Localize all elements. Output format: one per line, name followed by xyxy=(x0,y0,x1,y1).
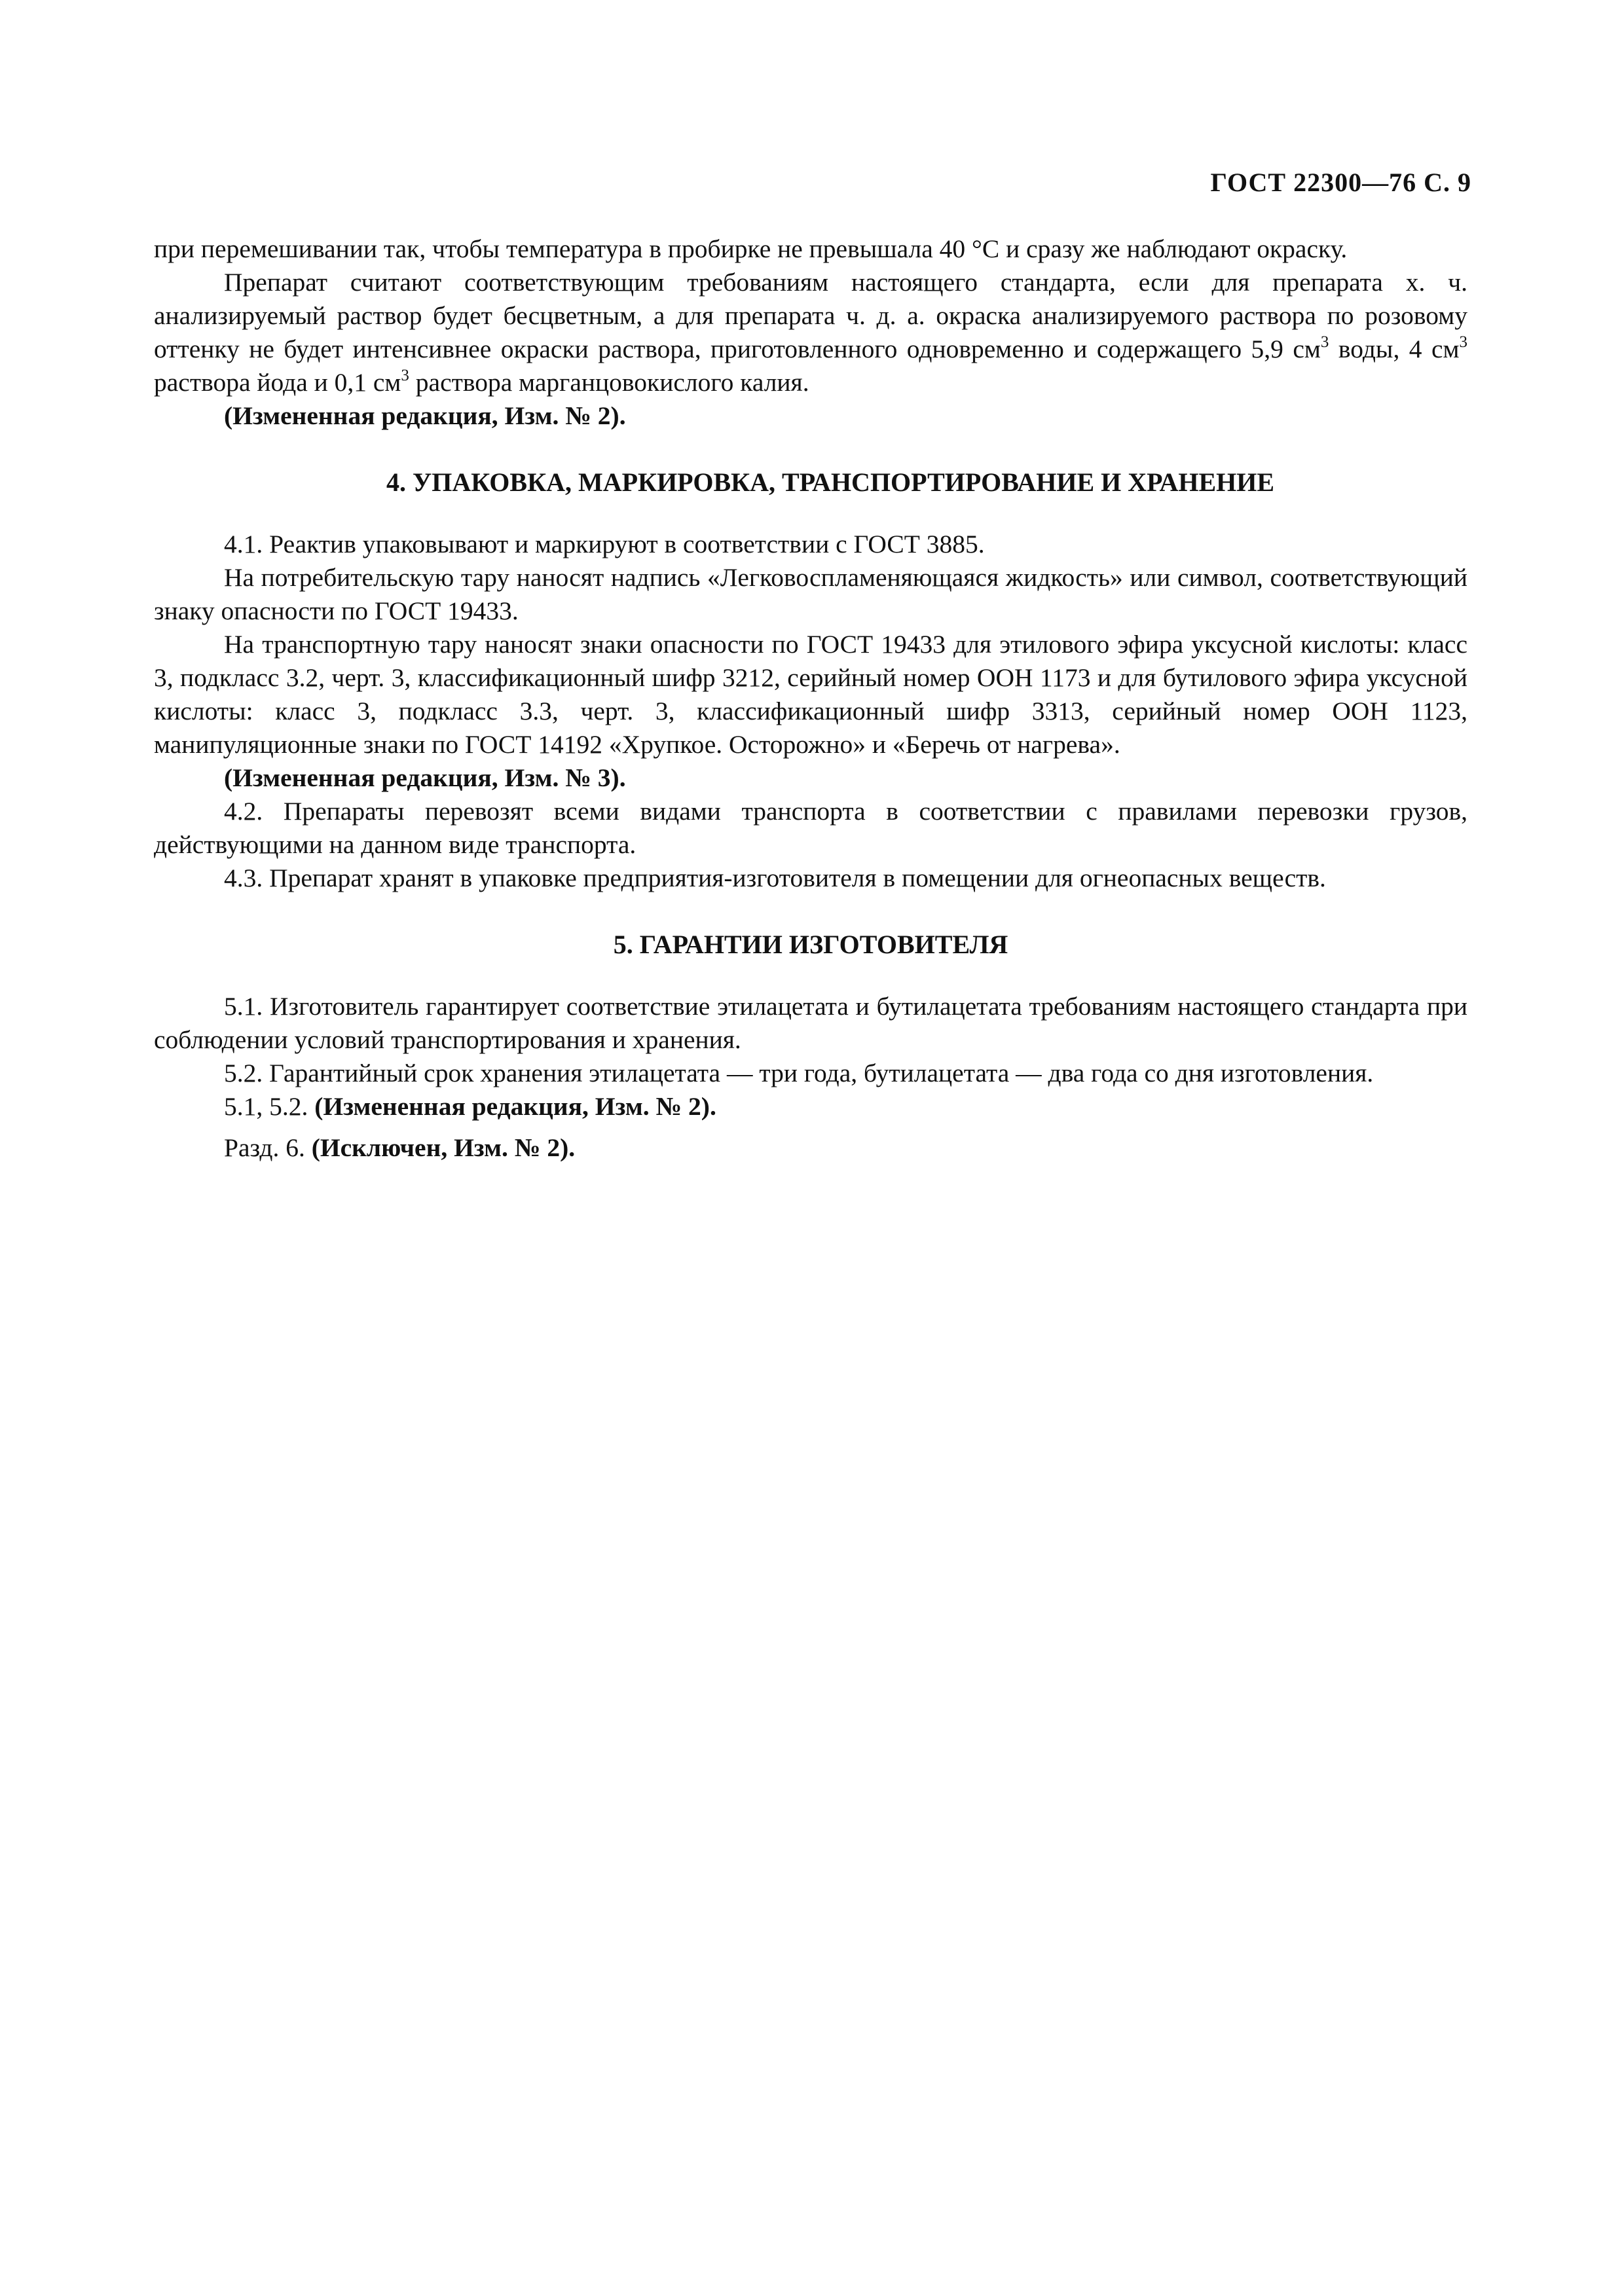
clause-5-2: 5.2. Гарантийный срок хранения этилацетата — три года, бутилацетата — два года со дня изготовления. xyxy=(224,1059,1374,1087)
section-6-ref: Разд. 6. xyxy=(224,1133,312,1162)
superscript: 3 xyxy=(1459,333,1467,351)
paragraph-continuation: при перемешивании так, чтобы температура в пробирке не превышала 40 °С и сразу же наблюдают окраску. xyxy=(154,234,1348,263)
amendment-note-text: (Измененная редакция, Изм. № 3). xyxy=(224,763,626,792)
amendment-note xyxy=(154,1090,1467,1123)
amendment-note xyxy=(154,399,1467,433)
clause-4-2: 4.2. Препараты перевозят всеми видами транспорта в соответствии с правилами перевозки грузов, действующими на данном виде транспорта. xyxy=(154,797,1467,859)
amendment-ref: 5.1, 5.2. xyxy=(224,1092,315,1121)
paragraph-consumer-packaging: На потребительскую тару наносят надпись «Легковоспламеняющаяся жидкость» или символ, соответствующий знаку опасности по ГОСТ 19433. xyxy=(154,563,1467,625)
amendment-note-text: (Измененная редакция, Изм. № 2). xyxy=(314,1092,716,1121)
clause-5-1: 5.1. Изготовитель гарантирует соответствие этилацетата и бутилацетата требованиям настоящего стандарта при соблюдении условий транспортирования и хранения. xyxy=(154,992,1467,1054)
paragraph-acceptance-criteria xyxy=(154,266,1467,399)
page-content xyxy=(154,232,1467,1165)
text-run: раствора марганцовокислого калия. xyxy=(409,368,809,397)
text-run: раствора йода и 0,1 см xyxy=(154,368,401,397)
superscript: 3 xyxy=(1320,333,1329,351)
section-5-heading: 5. ГАРАНТИИ ИЗГОТОВИТЕЛЯ xyxy=(613,930,1008,959)
text-run: воды, 4 см xyxy=(1329,335,1460,363)
running-header: ГОСТ 22300—76 С. 9 xyxy=(1210,168,1471,197)
amendment-note xyxy=(154,761,1467,795)
section-6-note xyxy=(154,1131,1467,1165)
section-4-heading: 4. УПАКОВКА, МАРКИРОВКА, ТРАНСПОРТИРОВАНИЕ И ХРАНЕНИЕ xyxy=(386,467,1275,497)
section-6-excluded-text: (Исключен, Изм. № 2). xyxy=(311,1133,576,1162)
paragraph-transport-packaging: На транспортную тару наносят знаки опасности по ГОСТ 19433 для этилового эфира уксусной кислоты: класс 3, подкласс 3.2, черт. 3, классификационный шифр 3212, серийный номер ООН 1173 и для бутилового эфира уксусной кислоты: класс 3, подкласс 3.3, черт. 3, классификационный шифр 3313, серийный номер ООН 1123, манипуляционные знаки по ГОСТ 14192 «Хрупкое. Осторожно» и «Беречь от нагрева». xyxy=(154,630,1467,759)
clause-4-1: 4.1. Реактив упаковывают и маркируют в соответствии с ГОСТ 3885. xyxy=(224,530,985,558)
clause-4-3: 4.3. Препарат хранят в упаковке предприятия-изготовителя в помещении для огнеопасных веществ. xyxy=(224,864,1326,892)
superscript: 3 xyxy=(401,367,409,384)
text-run: Препарат считают соответствующим требованиям настоящего стандарта, если для препарата х. ч. анализируемый раствор будет бесцветным, а для препарата ч. д. а. окраска анализируемого раствора по розовому оттенку не будет интенсивнее окраски раствора, приготовленного одновременно и содержащего 5,9 см xyxy=(154,268,1467,363)
amendment-note-text: (Измененная редакция, Изм. № 2). xyxy=(224,401,626,430)
